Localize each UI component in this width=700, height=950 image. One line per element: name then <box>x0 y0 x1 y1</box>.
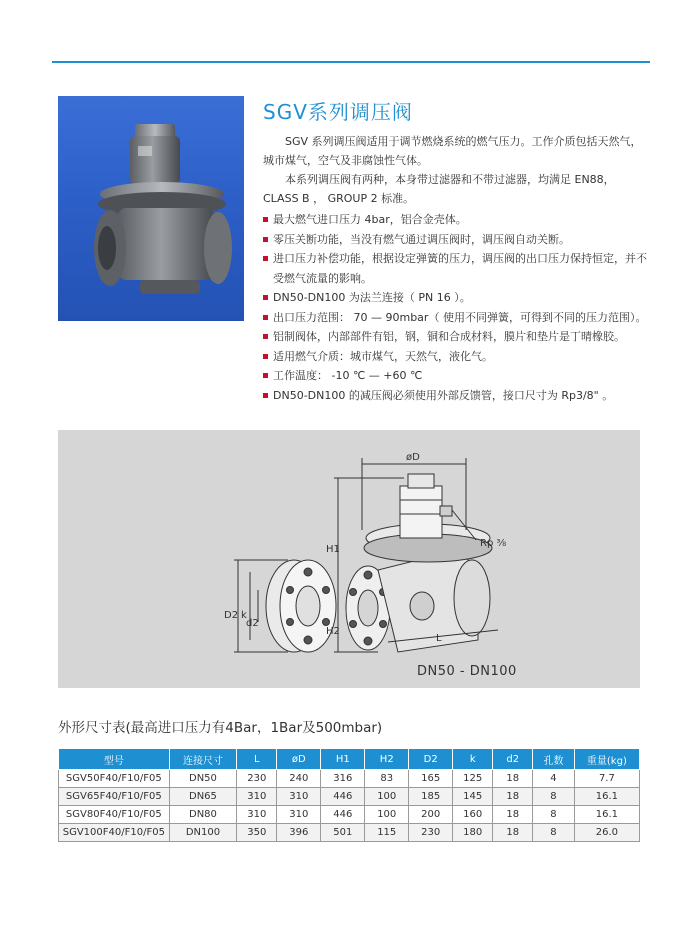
col-header: 孔数 <box>533 749 575 770</box>
h1-label: H1 <box>326 544 340 555</box>
product-description <box>263 132 650 405</box>
cell-h1: 316 <box>321 770 365 788</box>
col-header: D2 <box>409 749 453 770</box>
feature-item <box>263 288 650 308</box>
cell-d2-small: 18 <box>493 806 533 824</box>
square-bullet-icon <box>263 315 268 320</box>
square-bullet-icon <box>263 373 268 378</box>
feature-text: DN50-DN100 为法兰连接（ PN 16 ）。 <box>273 291 471 304</box>
feature-text: 进口压力补偿功能，根据设定弹簧的压力，调压阀的出口压力保持恒定，并不受燃气流量的影响。 <box>273 252 647 285</box>
col-header: d2 <box>493 749 533 770</box>
cell-h2: 83 <box>365 770 409 788</box>
cell-od: 310 <box>277 806 321 824</box>
square-bullet-icon <box>263 217 268 222</box>
square-bullet-icon <box>263 256 268 261</box>
feature-item <box>263 230 650 250</box>
cell-d2-small: 18 <box>493 788 533 806</box>
cell-h1: 501 <box>321 824 365 842</box>
cell-k: 125 <box>453 770 493 788</box>
feature-text: 最大燃气进口压力 4bar，铝合金壳体。 <box>273 213 467 226</box>
cell-holes: 8 <box>533 788 575 806</box>
table-row <box>59 806 640 824</box>
col-header: H2 <box>365 749 409 770</box>
cell-h1: 446 <box>321 788 365 806</box>
cell-k: 160 <box>453 806 493 824</box>
cell-d2: 185 <box>409 788 453 806</box>
feature-item <box>263 308 650 328</box>
cell-connection: DN100 <box>169 824 237 842</box>
feature-text: 铝制阀体，内部部件有铝，钢，铜和合成材料，膜片和垫片是丁晴橡胶。 <box>273 330 625 343</box>
k-label: k <box>241 610 247 621</box>
feature-item <box>263 210 650 230</box>
cell-od: 396 <box>277 824 321 842</box>
col-header: 连接尺寸 <box>169 749 237 770</box>
cell-l: 350 <box>237 824 277 842</box>
table-row <box>59 770 640 788</box>
table-row <box>59 788 640 806</box>
dimension-table-title: 外形尺寸表(最高进口压力有4Bar，1Bar及500mbar) <box>58 720 383 736</box>
cell-h2: 100 <box>365 806 409 824</box>
cell-model: SGV100F40/F10/F05 <box>59 824 170 842</box>
dimension-table <box>58 748 640 842</box>
cell-weight: 7.7 <box>574 770 639 788</box>
intro-paragraph-1: SGV 系列调压阀适用于调节燃烧系统的燃气压力。工作介质包括天然气，城市煤气，空气及非腐蚀性气体。 <box>263 135 642 167</box>
d2-inner-label: d2 <box>246 618 259 629</box>
square-bullet-icon <box>263 393 268 398</box>
cell-connection: DN65 <box>169 788 237 806</box>
col-header: k <box>453 749 493 770</box>
cell-d2-small: 18 <box>493 824 533 842</box>
diagram-caption: DN50 - DN100 <box>417 664 517 679</box>
cell-holes: 8 <box>533 824 575 842</box>
cell-holes: 8 <box>533 806 575 824</box>
square-bullet-icon <box>263 354 268 359</box>
dimension-diagram <box>58 430 640 688</box>
cell-h1: 446 <box>321 806 365 824</box>
cell-model: SGV50F40/F10/F05 <box>59 770 170 788</box>
feature-text: 适用燃气介质：城市煤气，天然气，液化气。 <box>273 349 493 363</box>
cell-d2: 165 <box>409 770 453 788</box>
feature-item <box>263 347 650 367</box>
col-header: L <box>237 749 277 770</box>
cell-k: 145 <box>453 788 493 806</box>
cell-od: 310 <box>277 788 321 806</box>
product-title: SGV系列调压阀 <box>263 100 413 124</box>
table-row <box>59 824 640 842</box>
h2-label: H2 <box>326 626 340 637</box>
col-header: H1 <box>321 749 365 770</box>
cell-h2: 115 <box>365 824 409 842</box>
cell-l: 310 <box>237 806 277 824</box>
cell-connection: DN80 <box>169 806 237 824</box>
cell-connection: DN50 <box>169 770 237 788</box>
top-divider <box>52 61 650 63</box>
cell-weight: 16.1 <box>574 806 639 824</box>
square-bullet-icon <box>263 334 268 339</box>
cell-h2: 100 <box>365 788 409 806</box>
feature-text: DN50-DN100 的减压阀必须使用外部反馈管，接口尺寸为 Rp3/8" 。 <box>273 388 614 402</box>
square-bullet-icon <box>263 237 268 242</box>
product-photo <box>58 96 244 321</box>
col-header: øD <box>277 749 321 770</box>
cell-d2: 200 <box>409 806 453 824</box>
cell-l: 230 <box>237 770 277 788</box>
regulator-photo-illustration <box>58 96 244 321</box>
feature-item <box>263 249 650 288</box>
feature-text: 零压关断功能，当没有燃气通过调压阀时，调压阀自动关断。 <box>273 232 570 246</box>
cell-k: 180 <box>453 824 493 842</box>
cell-d2: 230 <box>409 824 453 842</box>
col-header: 型号 <box>59 749 170 770</box>
cell-l: 310 <box>237 788 277 806</box>
rp-port-label: Rp ⅜ <box>480 538 507 549</box>
cell-od: 240 <box>277 770 321 788</box>
d2-outer-label: D2 <box>224 610 239 621</box>
cell-model: SGV80F40/F10/F05 <box>59 806 170 824</box>
feature-text: 出口压力范围： 70 — 90mbar（ 使用不同弹簧，可得到不同的压力范围）。 <box>273 310 647 324</box>
feature-item <box>263 327 650 347</box>
col-header: 重量(kg) <box>574 749 639 770</box>
cell-holes: 4 <box>533 770 575 788</box>
feature-item <box>263 366 650 386</box>
l-label: L <box>436 633 442 644</box>
square-bullet-icon <box>263 295 268 300</box>
feature-list <box>263 210 650 405</box>
feature-text: 工作温度： -10 ℃ — +60 ℃ <box>273 369 423 382</box>
table-header-row <box>59 749 640 770</box>
cell-model: SGV65F40/F10/F05 <box>59 788 170 806</box>
cell-d2-small: 18 <box>493 770 533 788</box>
feature-item <box>263 386 650 406</box>
regulator-drawing <box>58 430 640 688</box>
intro-paragraph-2: 本系列调压阀有两种，本身带过滤器和不带过滤器，均满足 EN88，CLASS B ， GROUP 2 标准。 <box>263 173 615 205</box>
od-label: øD <box>406 452 420 463</box>
cell-weight: 26.0 <box>574 824 639 842</box>
cell-weight: 16.1 <box>574 788 639 806</box>
